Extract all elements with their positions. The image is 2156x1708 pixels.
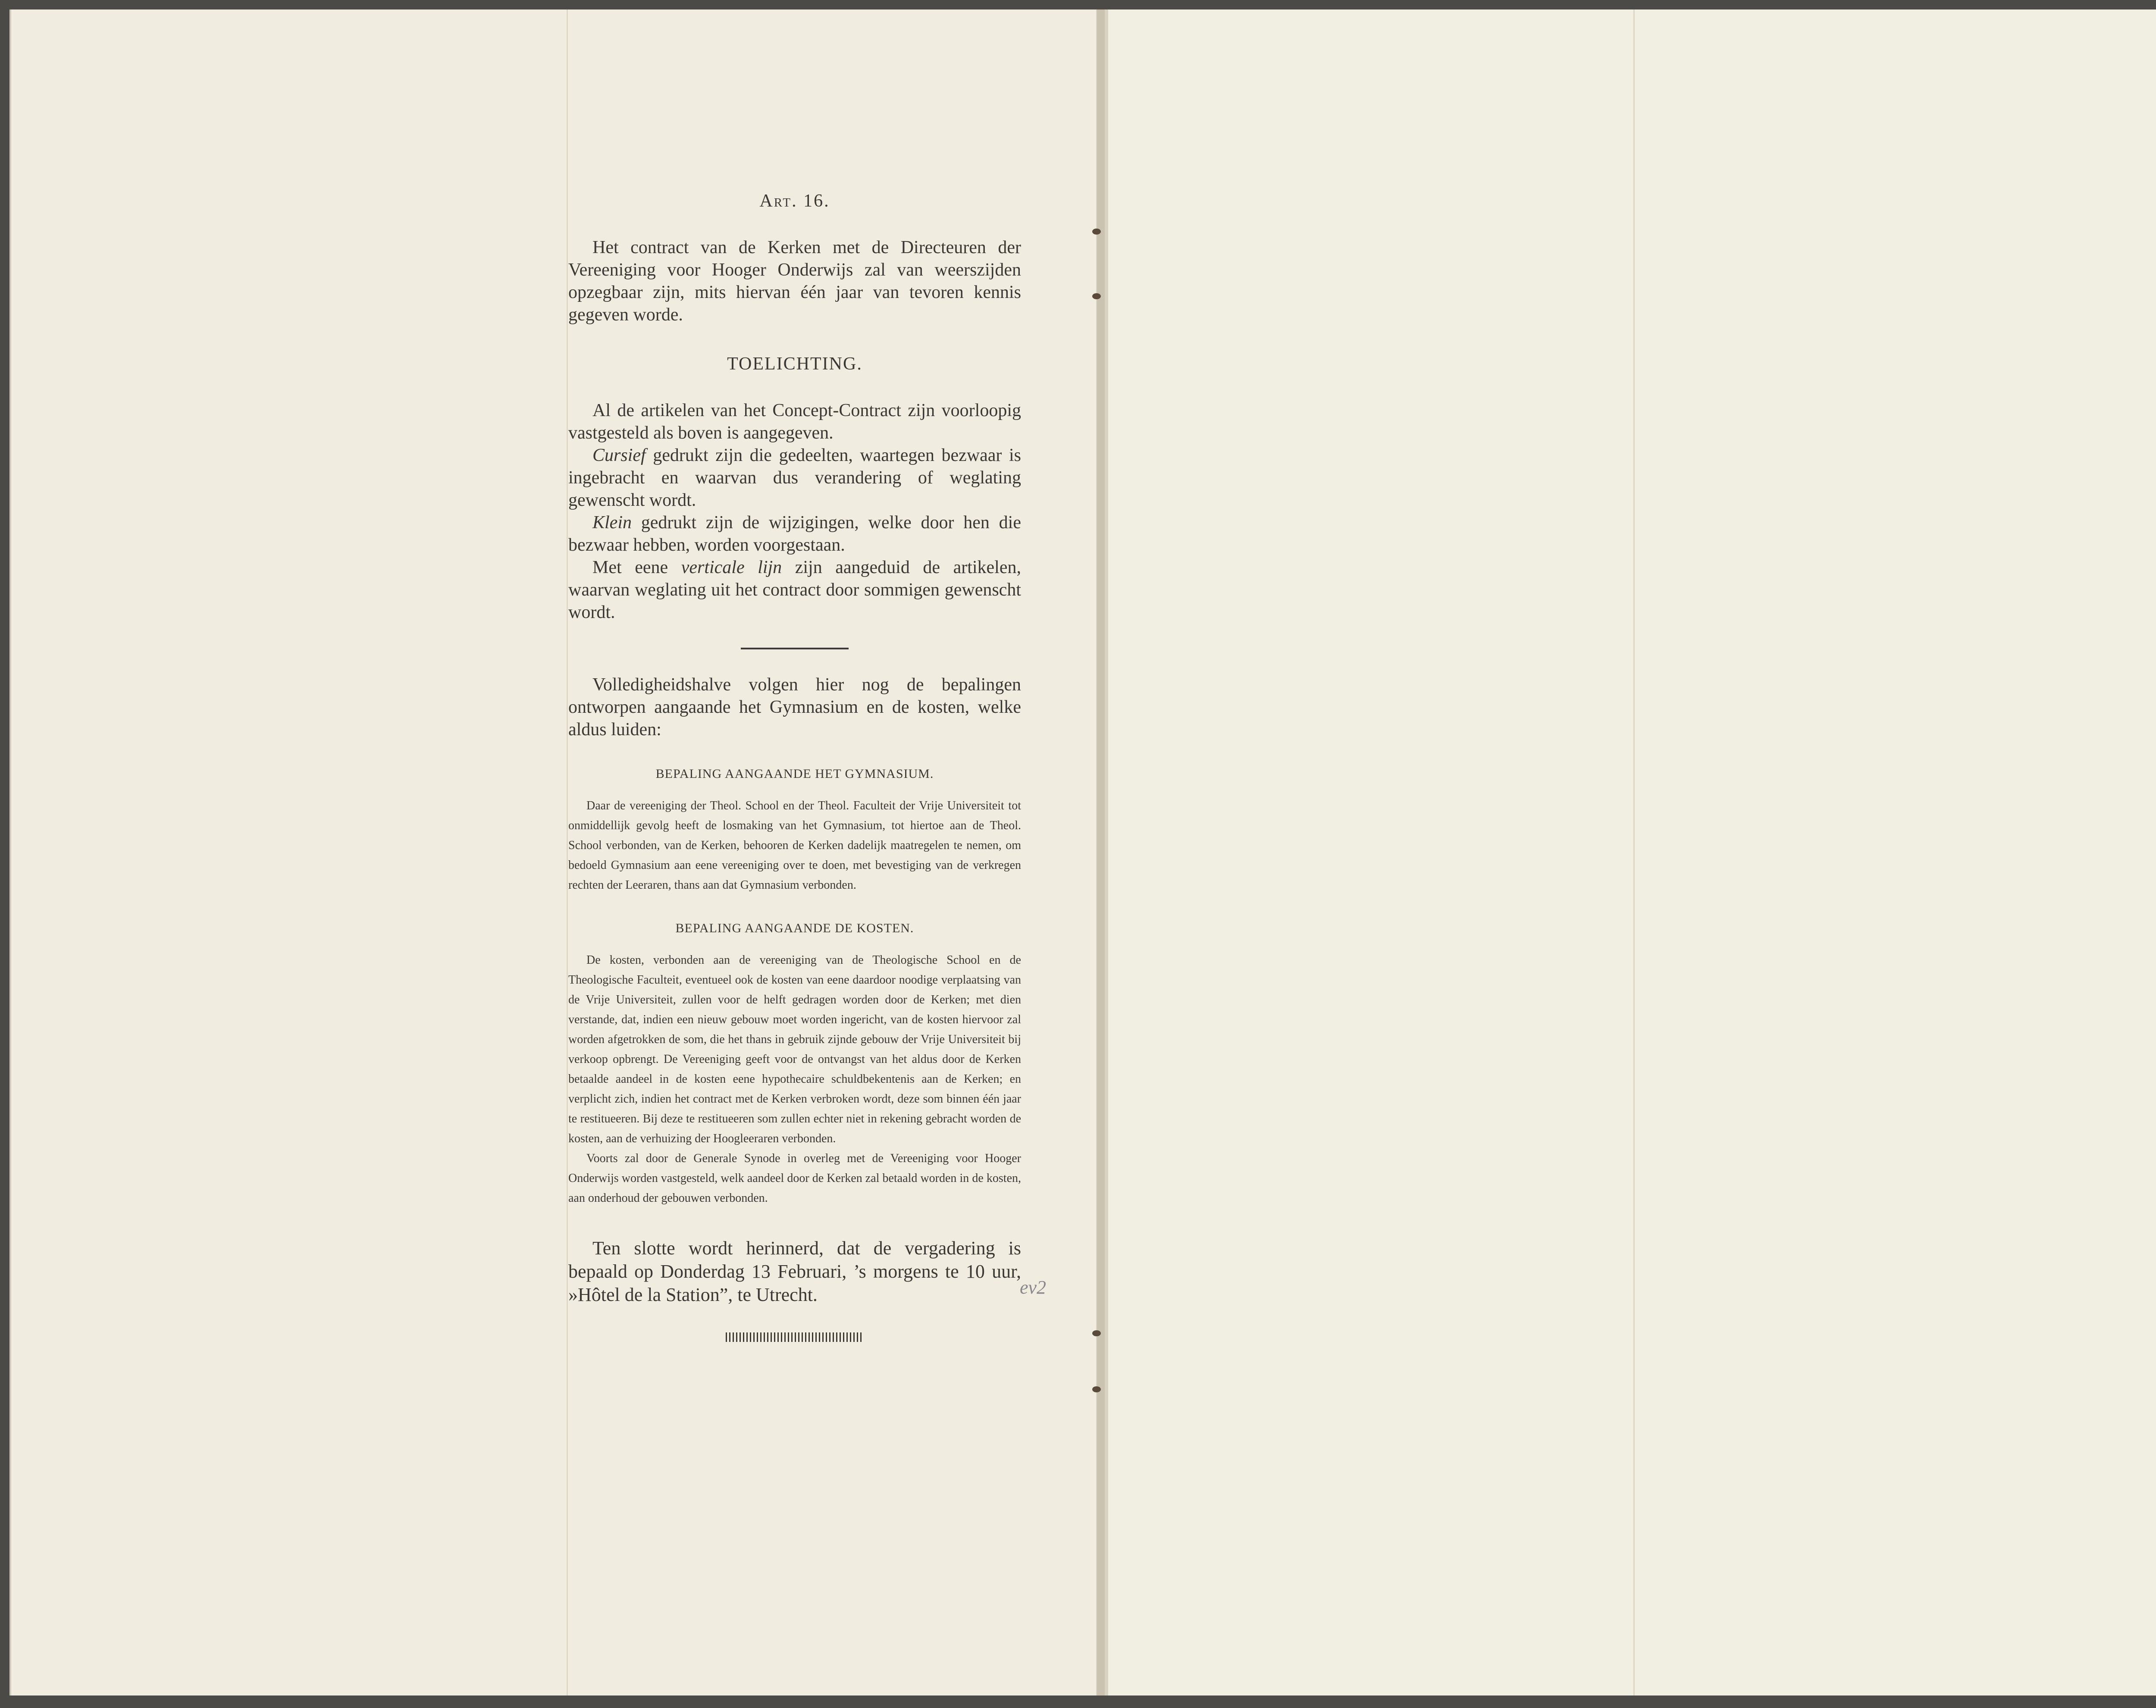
end-ornament	[726, 1332, 864, 1342]
article-heading-prefix: Art.	[759, 191, 798, 211]
toelichting-title: TOELICHTING.	[727, 354, 862, 374]
right-page	[1105, 9, 2156, 1695]
toelichting-paragraph-2	[568, 444, 1021, 511]
binding-hole	[1092, 293, 1101, 299]
toelichting-paragraph-4-start: Met eene	[592, 558, 681, 577]
toelichting-paragraph-1: Al de artikelen van het Concept-Contract zijn voorloopig vastgesteld als boven is aangegeven.	[568, 401, 1021, 443]
left-page	[9, 9, 1100, 1695]
cursief-word: Cursief	[592, 445, 646, 465]
kosten-paragraph-1: De kosten, verbonden aan de vereeniging van de Theologische School en de Theologische Faculteit, eventueel ook de kosten van eene daardoor noodige verplaatsing van de Vrije Universiteit, zullen voor de helft gedragen worden door de Kerken; met dien verstande, dat, indien een nieuw gebouw moet worden ingericht, van de kosten hiervoor zal worden afgetrokken de som, die het thans in gebruik zijnde gebouw der Vrije Universiteit bij verkoop opbrengt. De Vereeniging geeft voor de ontvangst van het aldus door de Kerken betaalde aandeel in de kosten eene hypothecaire schuldbekentenis aan de Kerken; en verplicht zich, indien het contract met de Kerken verbroken wordt, deze som binnen één jaar te restitueeren. Bij deze te restitueeren som zullen echter niet in rekening gebracht worden de kosten, aan de verhuizing der Hoogleeraren verbonden.	[568, 953, 1021, 1145]
binding-hole	[1092, 1330, 1101, 1336]
toelichting-paragraph-2-rest: gedrukt zijn die gedeelten, waartegen bezwaar is ingebracht en waarvan dus verandering of weglating gewenscht wordt.	[568, 445, 1021, 510]
article-heading-number: 16.	[803, 191, 830, 211]
article-heading	[568, 191, 1021, 211]
toelichting-paragraph-4	[568, 556, 1021, 624]
verticale-lijn-phrase: verticale lijn	[681, 558, 782, 577]
toelichting-paragraph-3	[568, 511, 1021, 556]
text-column	[568, 191, 1021, 1342]
page-fold-line	[567, 9, 568, 1695]
article-text: Het contract van de Kerken met de Directeuren der Vereeniging voor Hooger Onderwijs zal van weerszijden opzegbaar zijn, mits hiervan één jaar van tevoren kennis gegeven worde.	[568, 238, 1021, 325]
closing-paragraph: Ten slotte wordt herinnerd, dat de vergadering is bepaald op Donderdag 13 Februari, ’s morgens te 10 uur, »Hôtel de la Station”, te Utrecht.	[568, 1238, 1021, 1305]
binding-hole	[1092, 229, 1101, 235]
page-fold-line	[1633, 9, 1635, 1695]
gymnasium-title: BEPALING AANGAANDE HET GYMNASIUM.	[655, 767, 934, 781]
klein-word: Klein	[592, 513, 632, 533]
toelichting-paragraph-4-end: zijn aangeduid de artikelen, waarvan weglating uit het contract door sommigen gewenscht wordt.	[568, 558, 1021, 622]
binding-hole	[1092, 1386, 1101, 1392]
kosten-title: BEPALING AANGAANDE DE KOSTEN.	[675, 921, 914, 935]
gymnasium-text: Daar de vereeniging der Theol. School en der Theol. Faculteit der Vrije Universiteit tot onmiddellijk gevolg heeft de losmaking van het Gymnasium, tot hiertoe aan de Theol. School verbonden, van de Kerken, behooren de Kerken dadelijk maatregelen te nemen, om bedoeld Gymnasium aan eene vereeniging over te doen, met bevestiging van de verkregen rechten der Leeraren, thans aan dat Gymnasium verbonden.	[568, 799, 1021, 892]
pencil-margin-note: ev2	[1020, 1277, 1047, 1298]
toelichting-paragraph-3-rest: gedrukt zijn de wijzigingen, welke door hen die bezwaar hebben, worden voorgestaan.	[568, 513, 1021, 555]
kosten-paragraph-2: Voorts zal door de Generale Synode in overleg met de Vereeniging voor Hooger Onderwijs worden vastgesteld, welk aandeel door de Kerken zal betaald worden in de kosten, aan onderhoud der gebouwen verbonden.	[568, 1152, 1021, 1205]
section-divider	[741, 648, 849, 649]
intro-paragraph: Volledigheidshalve volgen hier nog de bepalingen ontworpen aangaande het Gymnasium en de kosten, welke aldus luiden:	[568, 675, 1021, 740]
